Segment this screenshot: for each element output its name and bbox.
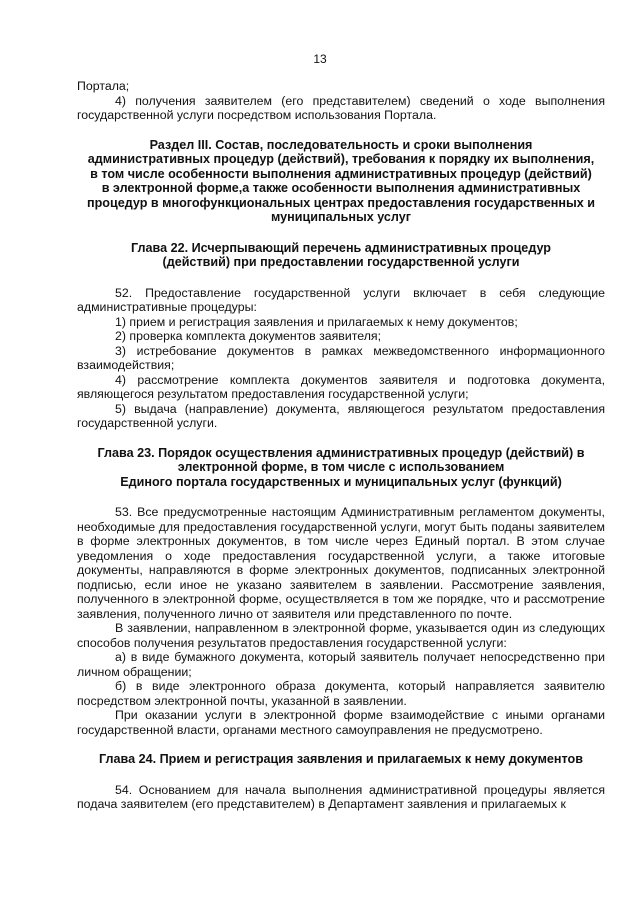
heading-line: Глава 23. Порядок осуществления административных процедур (действий) в [97, 445, 585, 460]
heading-line: в электронной форме,а также особенности выполнения административных [101, 181, 581, 195]
para-53-way-a: а) в виде бумажного документа, который заявитель получает непосредственно при личном обращении; [77, 650, 605, 679]
para-54: 54. Основанием для начала выполнения административной процедуры является подача заявителем (его представителем) в Департамент заявления и прилагаемых к [77, 782, 605, 811]
list-item: 4) рассмотрение комплекта документов заявителя и подготовка документа, являющегося результатом предоставления государственной услуги; [77, 372, 605, 401]
page-content [77, 79, 605, 812]
para-52-intro: 52. Предоставление государственной услуги включает в себя следующие административные процедуры: [77, 285, 605, 314]
heading-line: административных процедур (действий), требования к порядку их выполнения, [87, 152, 595, 166]
list-item: 5) выдача (направление) документа, являющегося результатом предоставления государственной услуги. [77, 401, 605, 430]
list-item: 2) проверка комплекта документов заявителя; [115, 329, 382, 343]
list-item: 3) истребование документов в рамках межведомственного информационного взаимодействия; [77, 343, 605, 372]
chapter-24-heading: Глава 24. Прием и регистрация заявления и прилагаемых к нему документов [99, 752, 583, 766]
heading-line: муниципальных услуг [271, 210, 411, 224]
chapter-23-heading [77, 446, 605, 490]
para-53-main: 53. Все предусмотренные настоящим Административным регламентом документы, необходимые для предоставления государственной услуги, могут быть поданы заявителем в форме электронных документов, в том числе через Единый портал. В этом случае уведомления о ходе предоставления государственной услуги, а также итоговые документы, направляются в форме электронных документов, подписанных электронной подписью, если иное не указано заявителем в заявлении. Рассмотрение заявления, полученного в электронной форме, осуществляется в том же порядке, что и рассмотрение заявления, полученного лично от заявителя или представленного по почте. [77, 505, 605, 621]
list-item: 1) прием и регистрация заявления и прилагаемых к нему документов; [115, 314, 518, 329]
continued-text: Портала; [77, 79, 130, 93]
para-53-interaction: При оказании услуги в электронной форме взаимодействие с иными органами государственной власти, органами местного самоуправления не предусмотрено. [77, 708, 605, 737]
section-3-heading [77, 138, 605, 225]
heading-line: процедур в многофункциональных центрах предоставления государственных и [87, 195, 595, 210]
heading-line: электронной форме, в том числе с использованием [177, 460, 505, 474]
heading-line: (действий) при предоставлении государственной услуги [162, 255, 520, 269]
heading-line: в том числе особенности выполнения административных процедур (действий) [90, 166, 592, 181]
heading-line: Единого портала государственных и муниципальных услуг (функций) [120, 474, 562, 489]
chapter-22-heading [77, 241, 605, 270]
para-53-way-b: б) в виде электронного образа документа, который направляется заявителю посредством электронной почты, указанной в заявлении. [77, 679, 605, 708]
item-4-portal: 4) получения заявителем (его представителем) сведений о ходе выполнения государственной услуги посредством использования Портала. [77, 93, 605, 122]
para-53-ways-intro: В заявлении, направленном в электронной форме, указывается один из следующих способов получения результатов предоставления государственной услуги: [77, 621, 605, 650]
page-number: 13 [313, 52, 327, 66]
heading-line: Раздел III. Состав, последовательность и сроки выполнения [149, 137, 533, 152]
heading-line: Глава 22. Исчерпывающий перечень административных процедур [130, 240, 551, 255]
